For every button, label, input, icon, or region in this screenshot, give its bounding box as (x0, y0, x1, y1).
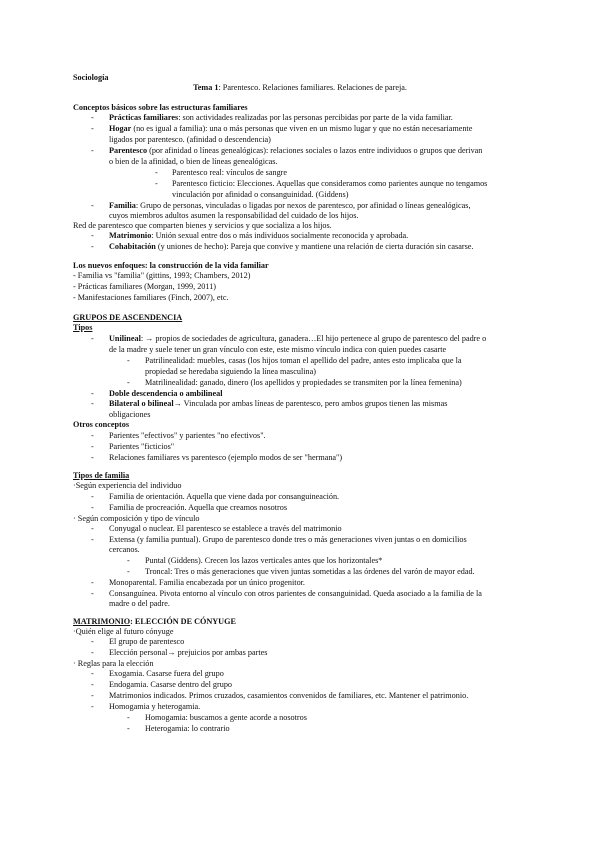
list-item-continuation: o bien de la afinidad, o bien de líneas genealógicas. (109, 157, 278, 166)
sub-item-continuation: propiedad se heredaba siguiendo la línea masculina) (145, 367, 316, 376)
bullet-dash: - (91, 680, 94, 689)
bullet-dash: - (91, 669, 94, 678)
bullet-dash: - (91, 442, 94, 451)
list-item (109, 201, 471, 212)
sub-item: Puntal (Giddens). Crecen los lazos verticales antes que los horizontales* (145, 556, 383, 565)
list-item: Parientes "ficticios" (109, 442, 175, 451)
bullet-dash: - (91, 524, 94, 533)
sub-item: Patrilinealidad: muebles, casas (los hijos toman el apellido del padre, antes esto implicaba que la (145, 356, 462, 365)
section-heading: Tipos de familia (73, 471, 130, 480)
term: Bilateral o bilineal (109, 399, 174, 408)
bullet-dash: - (91, 503, 94, 512)
subsection-label: · Reglas para la elección (73, 659, 154, 668)
definition: (por afinidad o líneas genealógicas): relaciones sociales o lazos entre individuos o grupos que derivan (147, 146, 483, 155)
term: Unilineal (109, 334, 141, 343)
subject-title: Sociología (73, 73, 109, 82)
bullet-dash: - (91, 589, 94, 598)
definition: : Unión sexual entre dos o más individuos socialmente reconocida y aprobada. (151, 231, 409, 240)
bullet-dash: - (91, 334, 94, 343)
list-item: Matrimonios indicados. Primos cruzados, casamientos convenidos de familiares, etc. Mantener el patrimonio. (109, 691, 469, 700)
section-heading (73, 617, 236, 628)
sub-item: Troncal: Tres o más generaciones que viven juntas sometidas a las órdenes del varón de mayor edad. (145, 567, 475, 576)
list-item: Homogamia y heterogamia. (109, 702, 201, 711)
list-item: Familia de procreación. Aquella que creamos nosotros (109, 503, 288, 512)
list-item: Familia de orientación. Aquella que viene dada por consanguineación. (109, 492, 340, 501)
list-item (109, 399, 447, 410)
definition: (y uniones de hecho): Pareja que convive y mantiene una relación de cierta duración sin casarse. (155, 242, 474, 251)
list-item: Relaciones familiares vs parentesco (ejemplo modos de ser "hermana") (109, 453, 343, 462)
term: Parentesco (109, 146, 148, 155)
list-item: Conyugal o nuclear. El parentesco se establece a través del matrimonio (109, 524, 342, 533)
bullet-dash: - (91, 389, 94, 398)
subsection-label: · Según composición y tipo de vínculo (73, 514, 200, 523)
bullet-dash: - (91, 146, 94, 155)
section-heading: Conceptos básicos sobre las estructuras familiares (73, 103, 248, 112)
topic-line (0, 83, 600, 94)
list-item: Extensa (y familia puntual). Grupo de parentesco donde tres o más generaciones viven juntas o en domicilios (109, 535, 467, 544)
bullet-dash: - (91, 578, 94, 587)
list-item: Doble descendencia o ambilineal (109, 389, 223, 398)
list-item-continuation: cercanos. (109, 545, 140, 554)
term: Familia (109, 201, 136, 210)
sub-item: Heterogamia: lo contrario (145, 724, 230, 733)
list-item (109, 242, 473, 253)
list-item: - Prácticas familiares (Morgan, 1999, 2011) (73, 282, 217, 291)
bullet-dash: - (127, 356, 130, 365)
subsection-label: ·Quién elige al futuro cónyuge (73, 627, 174, 636)
list-item (109, 231, 408, 242)
list-item-continuation: de la madre y suele tener un gran vínculo con este, este mismo vínculo indica con quien puedes casarte (109, 345, 447, 354)
term: Matrimonio (109, 231, 152, 240)
bullet-dash: - (91, 492, 94, 501)
bullet-dash: - (91, 242, 94, 251)
section-heading: Los nuevos enfoques: la construcción de la vida familiar (73, 261, 269, 270)
list-item-continuation: ligados por parentesco. (afinidad o descendencia) (109, 135, 271, 144)
sub-item: Homogamia: buscamos a gente acorde a nosotros (145, 713, 307, 722)
bullet-dash: - (155, 179, 158, 188)
list-item: Consanguínea. Pivota entorno al vínculo con otros parientes de consanguinidad. Queda asociado a la familia de la (109, 589, 482, 598)
bullet-dash: - (91, 124, 94, 133)
bullet-dash: - (127, 556, 130, 565)
subsection-label: Tipos (73, 323, 93, 332)
bullet-dash: - (91, 453, 94, 462)
term: Hogar (109, 124, 132, 133)
bullet-dash: - (155, 168, 158, 177)
sub-item: Matrilinealidad: ganado, dinero (los apellidos y propiedades se transmiten por la línea femenina) (145, 378, 462, 387)
bullet-dash: - (127, 567, 130, 576)
list-item: - Manifestaciones familiares (Finch, 2007), etc. (73, 293, 229, 302)
list-item: Parientes "efectivos" y parientes "no efectivos". (109, 431, 266, 440)
list-item (109, 334, 486, 345)
term: Cohabitación (109, 242, 156, 251)
bullet-dash: - (91, 431, 94, 440)
subsection-label: Otros conceptos (73, 420, 130, 429)
sub-item: Parentesco ficticio: Elecciones. Aquellas que consideramos como parientes aunque no tengamos (172, 179, 488, 188)
bullet-dash: - (91, 648, 94, 657)
definition: : Grupo de personas, vinculadas o ligadas por nexos de parentesco, por afinidad o líneas genealógicas, (135, 201, 471, 210)
bullet-dash: - (91, 113, 94, 122)
definition: (no es igual a familia): una o más personas que viven en un mismo lugar y que no están necesariamente (131, 124, 473, 133)
bullet-dash: - (127, 724, 130, 733)
definition: : → propios de sociedades de agricultura, ganadera…El hijo pertenece al grupo de parentesco del padre o (140, 334, 487, 343)
term: Prácticas familiares (109, 113, 179, 122)
sub-item-continuation: vinculación por afinidad o consanguinidad. (Giddens) (172, 190, 349, 199)
list-item-continuation: obligaciones (109, 410, 151, 419)
list-item: - Familia vs "familia" (gittins, 1993; Chambers, 2012) (73, 271, 251, 280)
bullet-dash: - (91, 201, 94, 210)
heading-part: : ELECCIÓN DE CÓNYUGE (130, 617, 236, 626)
bullet-dash: - (91, 637, 94, 646)
paragraph: Red de parentesco que comparten bienes y servicios y que socializa a los hijos. (73, 221, 332, 230)
bullet-dash: - (127, 378, 130, 387)
section-heading: GRUPOS DE ASCENDENCIA (73, 313, 183, 322)
list-item-continuation: cuyos miembros adultos asumen la responsabilidad del cuidado de los hijos. (109, 211, 359, 220)
topic-label: Tema 1 (193, 83, 219, 92)
bullet-dash: - (91, 535, 94, 544)
list-item (109, 146, 482, 157)
bullet-dash: - (91, 231, 94, 240)
list-item: Elección personal→ prejuicios por ambas partes (109, 648, 268, 657)
heading-part: MATRIMONIO (73, 617, 131, 626)
bullet-dash: - (127, 713, 130, 722)
topic-text: : Parentesco. Relaciones familiares. Relaciones de pareja. (218, 83, 407, 92)
list-item: Monoparental. Familia encabezada por un único progenitor. (109, 578, 305, 587)
bullet-dash: - (91, 702, 94, 711)
list-item (109, 124, 472, 135)
list-item-continuation: madre o del padre. (109, 599, 170, 608)
definition: : son actividades realizadas por las personas percibidas por parte de la vida familiar. (178, 113, 453, 122)
definition: → Vinculada por ambas líneas de parentesco, pero ambos grupos tienen las mismas (173, 399, 448, 408)
list-item: El grupo de parentesco (109, 637, 185, 646)
list-item (109, 113, 453, 124)
subsection-label: ·Según experiencia del individuo (73, 481, 182, 490)
bullet-dash: - (91, 691, 94, 700)
list-item: Endogamia. Casarse dentro del grupo (109, 680, 233, 689)
bullet-dash: - (91, 399, 94, 408)
list-item: Exogamia. Casarse fuera del grupo (109, 669, 224, 678)
sub-item: Parentesco real: vínculos de sangre (172, 168, 288, 177)
